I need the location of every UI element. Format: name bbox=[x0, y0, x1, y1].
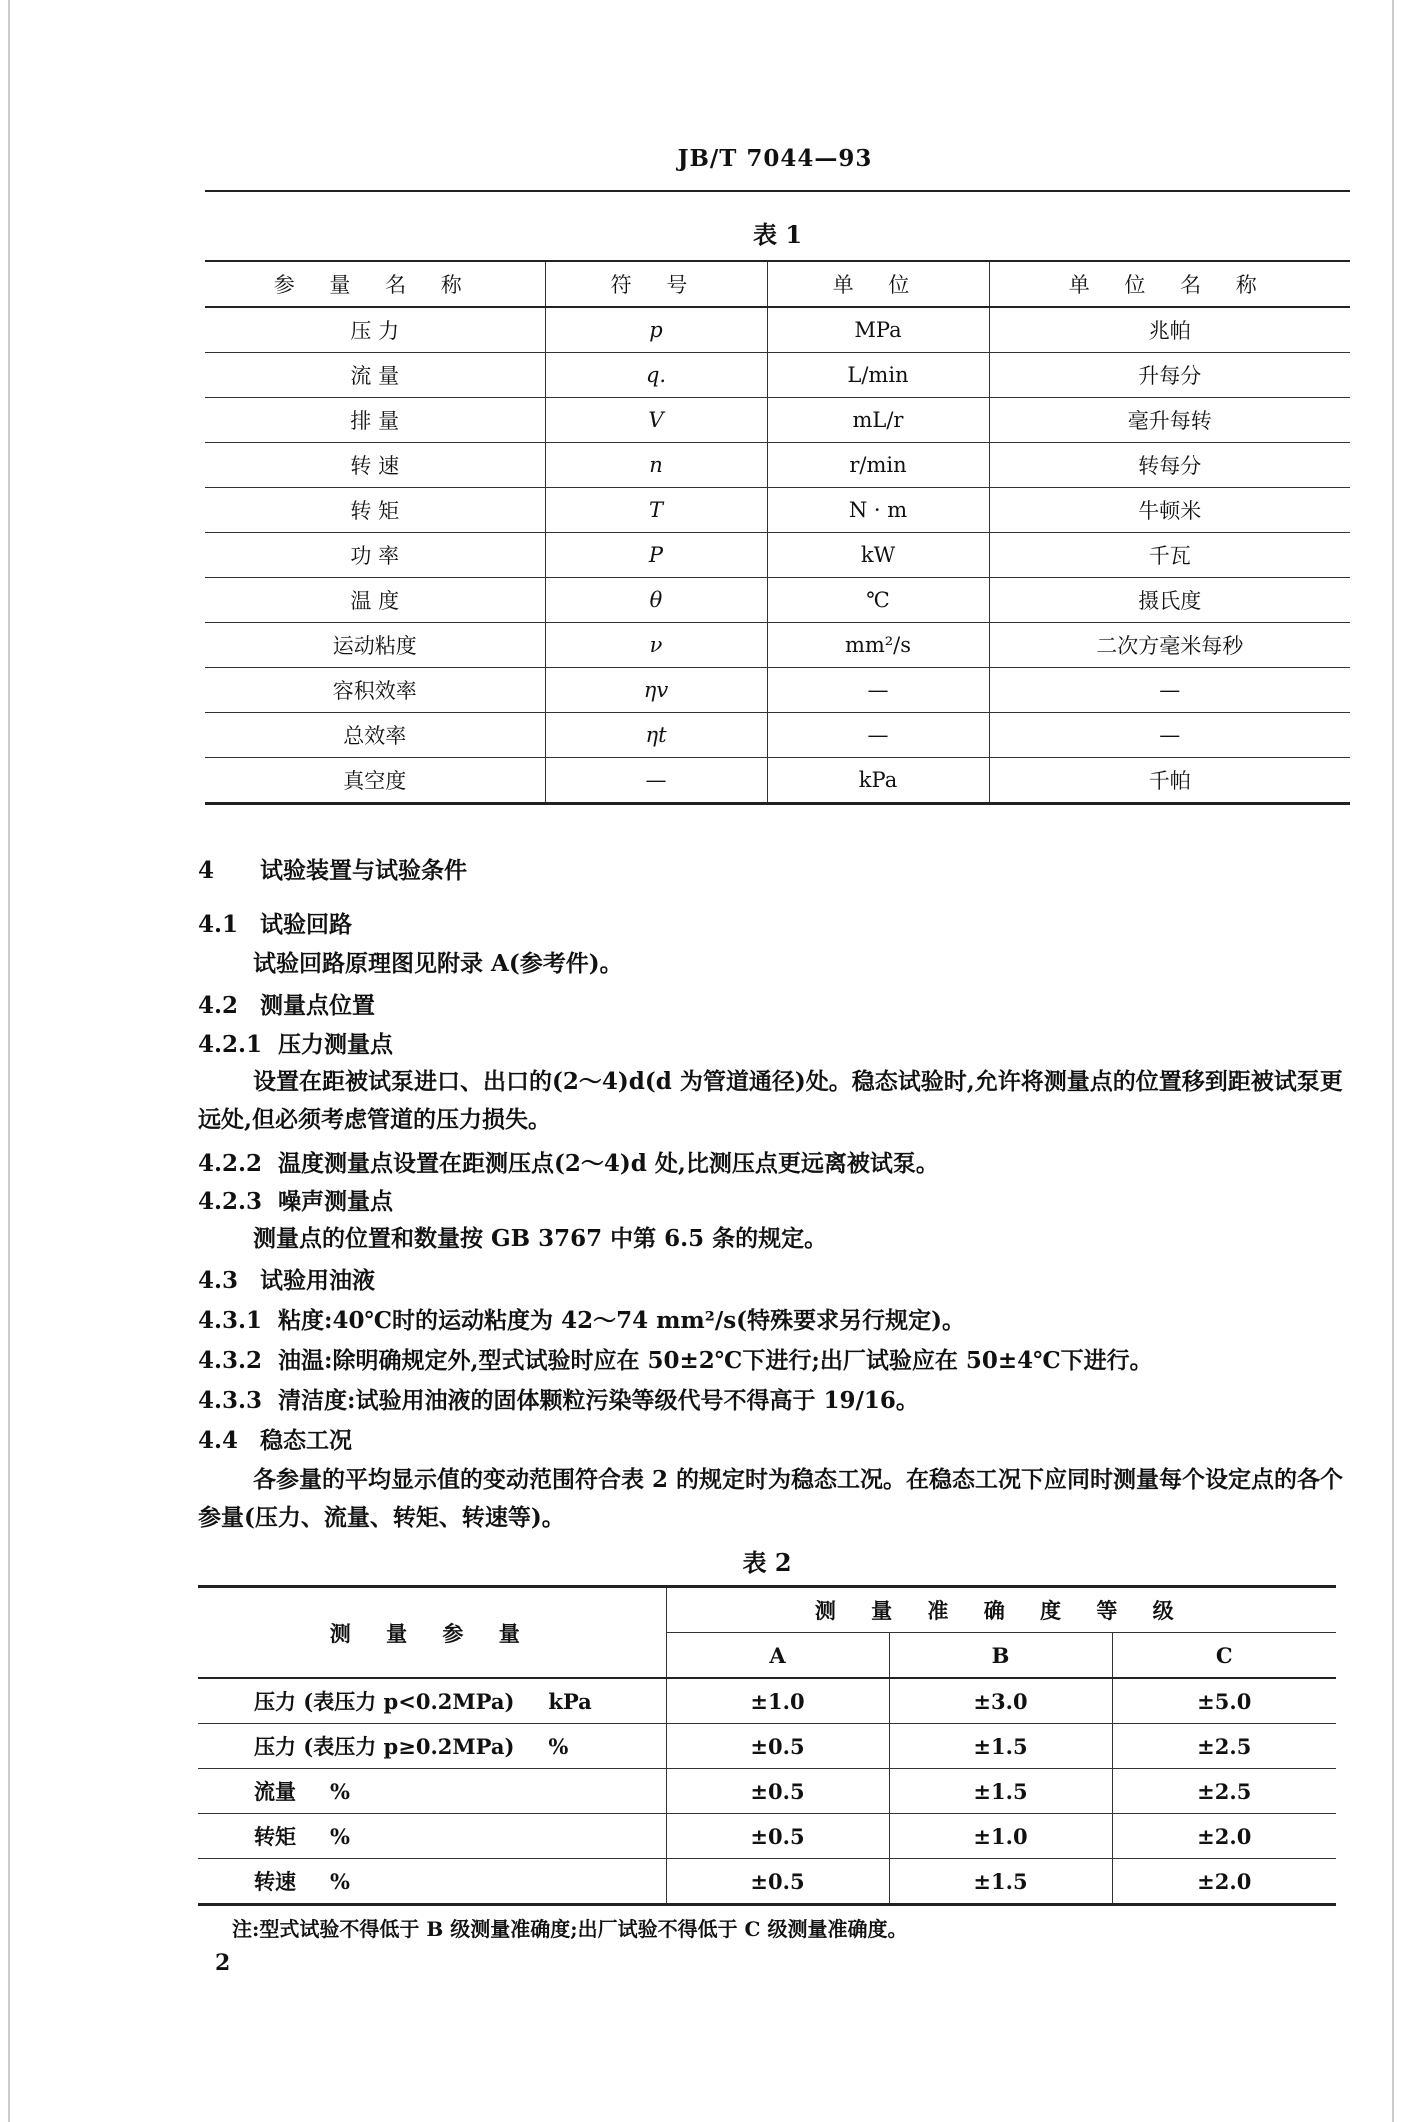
grade-b-value: ±1.5 bbox=[889, 1859, 1112, 1905]
unit-cell: mm²/s bbox=[767, 623, 989, 668]
param-unit: % bbox=[330, 1824, 350, 1849]
unit-cell: — bbox=[767, 713, 989, 758]
table1-row bbox=[205, 353, 1350, 398]
param-name-cell: 压 力 bbox=[205, 307, 545, 353]
symbol-cell: θ bbox=[545, 578, 767, 623]
grade-c-value: ±2.0 bbox=[1112, 1814, 1336, 1859]
section-4-3-heading bbox=[198, 1262, 375, 1295]
section-4-2-2-heading bbox=[198, 1145, 939, 1178]
grade-a-value: ±1.0 bbox=[666, 1678, 889, 1724]
unit-name-cell: 毫升每转 bbox=[989, 398, 1350, 443]
grade-a-value: ±0.5 bbox=[666, 1769, 889, 1814]
param-unit: kPa bbox=[548, 1689, 592, 1714]
table1-row bbox=[205, 488, 1350, 533]
section-number: 4.3.1 bbox=[198, 1307, 263, 1334]
param-name-cell: 功 率 bbox=[205, 533, 545, 578]
grade-b-value: ±1.0 bbox=[889, 1814, 1112, 1859]
grade-b-value: ±3.0 bbox=[889, 1678, 1112, 1724]
unit-name-cell: — bbox=[989, 713, 1350, 758]
units-table bbox=[205, 260, 1350, 805]
section-number: 4.2.3 bbox=[198, 1188, 263, 1215]
grade-a-value: ±0.5 bbox=[666, 1859, 889, 1905]
section-number: 4.1 bbox=[198, 911, 239, 938]
section-4-1-text: 试验回路原理图见附录 A(参考件)。 bbox=[253, 950, 623, 977]
grade-a-header: A bbox=[666, 1633, 889, 1679]
unit-name-cell: 千帕 bbox=[989, 758, 1350, 804]
table1-row bbox=[205, 443, 1350, 488]
grade-b-value: ±1.5 bbox=[889, 1724, 1112, 1769]
section-title: 清洁度:试验用油液的固体颗粒污染等级代号不得高于 19/16。 bbox=[278, 1387, 919, 1414]
grade-c-header: C bbox=[1112, 1633, 1336, 1679]
section-4-1-heading bbox=[198, 906, 352, 939]
measured-param-cell bbox=[198, 1724, 666, 1769]
table1-row bbox=[205, 307, 1350, 353]
grade-a-value: ±0.5 bbox=[666, 1724, 889, 1769]
symbol-cell: V bbox=[545, 398, 767, 443]
unit-name-cell: 转每分 bbox=[989, 443, 1350, 488]
param-label: 转矩 bbox=[254, 1824, 296, 1849]
section-title: 试验回路 bbox=[260, 911, 352, 938]
measured-param-cell bbox=[198, 1769, 666, 1814]
param-name-cell: 排 量 bbox=[205, 398, 545, 443]
table2-caption: 表 2 bbox=[742, 1548, 792, 1577]
param-unit: % bbox=[330, 1779, 350, 1804]
unit-name-cell: 升每分 bbox=[989, 353, 1350, 398]
table1-caption: 表 1 bbox=[752, 220, 803, 249]
symbol-cell: T bbox=[545, 488, 767, 533]
table1-row bbox=[205, 623, 1350, 668]
table2-row bbox=[198, 1769, 1336, 1814]
grade-c-value: ±5.0 bbox=[1112, 1678, 1336, 1724]
section-4-2-1-text: 设置在距被试泵进口、出口的(2～4)d(d 为管道通径)处。稳态试验时,允许将测量点的位置移到距被试泵更远处,但必须考虑管道的压力损失。 bbox=[198, 1068, 1343, 1133]
section-4-2-3-text: 测量点的位置和数量按 GB 3767 中第 6.5 条的规定。 bbox=[253, 1225, 828, 1252]
section-4-2-heading bbox=[198, 987, 375, 1020]
scan-edge-left bbox=[8, 0, 10, 2122]
header-rule bbox=[205, 190, 1350, 192]
grade-b-value: ±1.5 bbox=[889, 1769, 1112, 1814]
section-number: 4.2 bbox=[198, 992, 239, 1019]
unit-cell: r/min bbox=[767, 443, 989, 488]
param-name-cell: 参 量 名 称 bbox=[205, 261, 545, 307]
section-title: 粘度:40℃时的运动粘度为 42～74 mm²/s(特殊要求另行规定)。 bbox=[278, 1307, 965, 1334]
grade-a-value: ±0.5 bbox=[666, 1814, 889, 1859]
param-name-cell: 运动粘度 bbox=[205, 623, 545, 668]
section-number: 4 bbox=[198, 857, 215, 884]
param-name-cell: 真空度 bbox=[205, 758, 545, 804]
table1-row bbox=[205, 398, 1350, 443]
section-title: 油温:除明确规定外,型式试验时应在 50±2℃下进行;出厂试验应在 50±4℃下进行。 bbox=[278, 1347, 1153, 1374]
symbol-cell: q. bbox=[545, 353, 767, 398]
unit-name-cell: 千瓦 bbox=[989, 533, 1350, 578]
param-label: 流量 bbox=[254, 1779, 296, 1804]
param-name-cell: 容积效率 bbox=[205, 668, 545, 713]
section-title: 压力测量点 bbox=[278, 1031, 393, 1058]
table1-row bbox=[205, 758, 1350, 804]
measured-param-cell bbox=[198, 1814, 666, 1859]
unit-cell: MPa bbox=[767, 307, 989, 353]
table1-row bbox=[205, 713, 1350, 758]
unit-name-cell: 摄氏度 bbox=[989, 578, 1350, 623]
table1-row bbox=[205, 533, 1350, 578]
page-number: 2 bbox=[215, 1950, 231, 1976]
param-name-cell: 转 速 bbox=[205, 443, 545, 488]
param-label: 压力 (表压力 p<0.2MPa) bbox=[254, 1689, 515, 1714]
section-number: 4.2.2 bbox=[198, 1150, 263, 1177]
param-name-cell: 流 量 bbox=[205, 353, 545, 398]
table1-header-row bbox=[205, 261, 1350, 307]
symbol-cell: ηv bbox=[545, 668, 767, 713]
section-number: 4.3.2 bbox=[198, 1347, 263, 1374]
section-4-3-3 bbox=[198, 1382, 919, 1415]
section-4-3-2 bbox=[198, 1342, 1153, 1375]
grade-c-value: ±2.0 bbox=[1112, 1859, 1336, 1905]
section-4-heading bbox=[198, 852, 467, 885]
symbol-cell: 符 号 bbox=[545, 261, 767, 307]
section-title: 测量点位置 bbox=[260, 992, 375, 1019]
section-4-2-3-heading bbox=[198, 1183, 393, 1216]
section-number: 4.4 bbox=[198, 1427, 239, 1454]
measured-param-cell bbox=[198, 1678, 666, 1724]
table1-row bbox=[205, 668, 1350, 713]
unit-cell: L/min bbox=[767, 353, 989, 398]
unit-name-cell: 单 位 名 称 bbox=[989, 261, 1350, 307]
unit-cell: — bbox=[767, 668, 989, 713]
accuracy-table bbox=[198, 1585, 1336, 1906]
table2-row bbox=[198, 1814, 1336, 1859]
param-name-cell: 转 矩 bbox=[205, 488, 545, 533]
symbol-cell: p bbox=[545, 307, 767, 353]
table1-row bbox=[205, 578, 1350, 623]
section-number: 4.3.3 bbox=[198, 1387, 263, 1414]
grade-c-value: ±2.5 bbox=[1112, 1724, 1336, 1769]
table2-row bbox=[198, 1859, 1336, 1905]
symbol-cell: — bbox=[545, 758, 767, 804]
scan-edge-right bbox=[1392, 0, 1394, 2122]
grade-c-value: ±2.5 bbox=[1112, 1769, 1336, 1814]
section-4-4-text: 各参量的平均显示值的变动范围符合表 2 的规定时为稳态工况。在稳态工况下应同时测量每个设定点的各个参量(压力、流量、转矩、转速等)。 bbox=[198, 1466, 1344, 1531]
param-name-cell: 温 度 bbox=[205, 578, 545, 623]
unit-cell: ℃ bbox=[767, 578, 989, 623]
measured-param-cell bbox=[198, 1859, 666, 1905]
param-unit: % bbox=[548, 1734, 569, 1759]
symbol-cell: ν bbox=[545, 623, 767, 668]
param-unit: % bbox=[330, 1869, 350, 1894]
unit-name-cell: 兆帕 bbox=[989, 307, 1350, 353]
symbol-cell: P bbox=[545, 533, 767, 578]
table2-note: 注:型式试验不得低于 B 级测量准确度;出厂试验不得低于 C 级测量准确度。 bbox=[232, 1917, 908, 1941]
symbol-cell: n bbox=[545, 443, 767, 488]
section-4-2-1-heading bbox=[198, 1026, 393, 1059]
symbol-cell: ηt bbox=[545, 713, 767, 758]
table2-row bbox=[198, 1678, 1336, 1724]
unit-name-cell: 二次方毫米每秒 bbox=[989, 623, 1350, 668]
unit-cell: N · m bbox=[767, 488, 989, 533]
unit-name-cell: 牛顿米 bbox=[989, 488, 1350, 533]
param-name-cell: 总效率 bbox=[205, 713, 545, 758]
table2-row bbox=[198, 1724, 1336, 1769]
unit-name-cell: — bbox=[989, 668, 1350, 713]
grade-b-header: B bbox=[889, 1633, 1112, 1679]
param-label: 压力 (表压力 p≥0.2MPa) bbox=[254, 1734, 515, 1759]
table2-grade-header: 测 量 准 确 度 等 级 bbox=[666, 1587, 1336, 1633]
section-title: 试验装置与试验条件 bbox=[260, 857, 467, 884]
unit-cell: kPa bbox=[767, 758, 989, 804]
table2-param-header: 测 量 参 量 bbox=[198, 1587, 666, 1679]
section-4-4-heading bbox=[198, 1422, 352, 1455]
document-header: JB/T 7044—93 bbox=[677, 145, 873, 172]
section-title: 试验用油液 bbox=[260, 1267, 375, 1294]
unit-cell: kW bbox=[767, 533, 989, 578]
section-title: 温度测量点设置在距测压点(2～4)d 处,比测压点更远离被试泵。 bbox=[278, 1150, 939, 1177]
section-number: 4.2.1 bbox=[198, 1031, 263, 1058]
section-4-3-1 bbox=[198, 1302, 965, 1335]
unit-cell: 单 位 bbox=[767, 261, 989, 307]
param-label: 转速 bbox=[254, 1869, 296, 1894]
section-title: 稳态工况 bbox=[260, 1427, 352, 1454]
unit-cell: mL/r bbox=[767, 398, 989, 443]
section-number: 4.3 bbox=[198, 1267, 239, 1294]
section-title: 噪声测量点 bbox=[278, 1188, 393, 1215]
